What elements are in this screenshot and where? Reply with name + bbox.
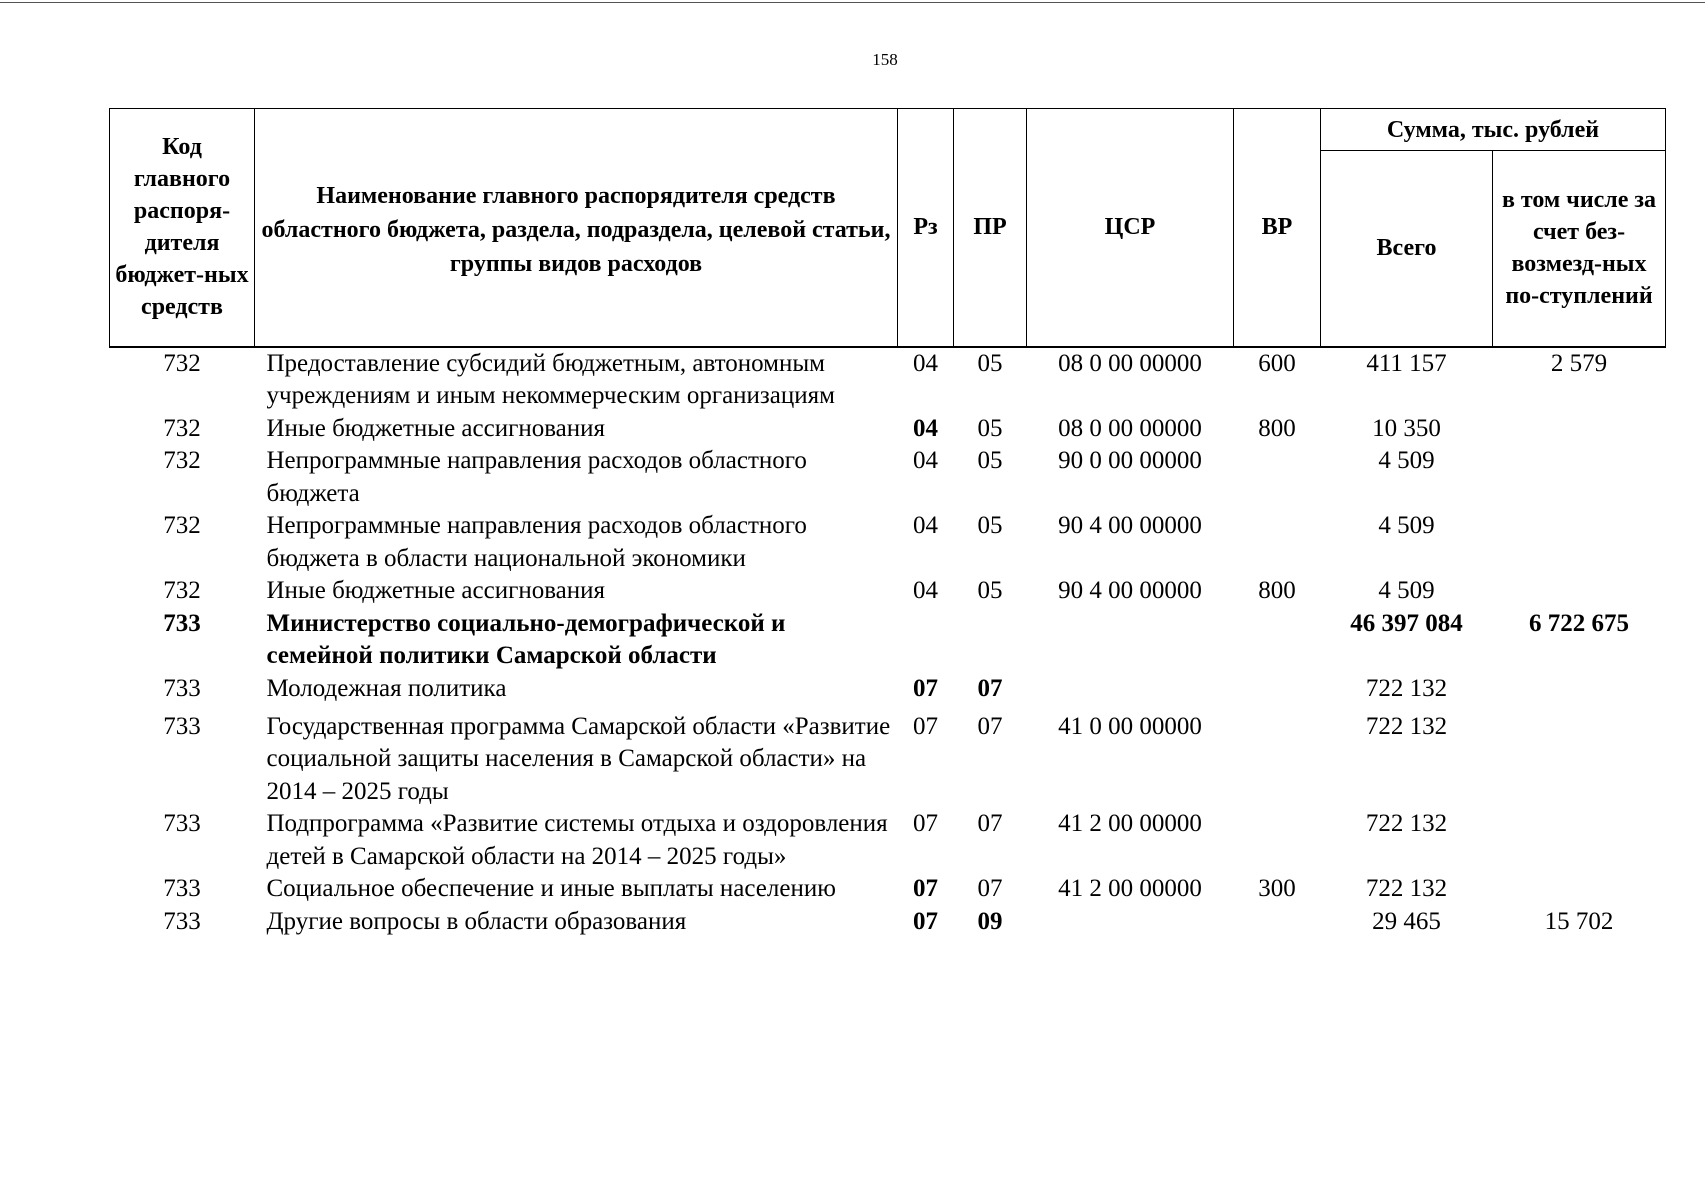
cell-pr: 09 xyxy=(977,907,1003,935)
cell-pr: 07 xyxy=(977,674,1003,702)
table-row-ministry xyxy=(110,608,1666,673)
cell-csr xyxy=(1027,673,1234,711)
cell-gratuitous xyxy=(1493,445,1666,510)
top-rule xyxy=(0,2,1705,3)
cell-vr xyxy=(1234,608,1321,673)
cell-name: Непрограммные направления расходов областного бюджета в области национальной экономики xyxy=(266,512,807,572)
cell-total: 4 509 xyxy=(1378,512,1435,539)
cell-pr: 05 xyxy=(977,414,1003,442)
cell-total: 722 132 xyxy=(1365,712,1448,740)
cell-gratuitous xyxy=(1493,673,1666,711)
header-vr: ВР xyxy=(1234,109,1321,347)
header-code: Код главного распоря-дителя бюджет-ных средств xyxy=(110,109,255,347)
cell-total: 722 132 xyxy=(1365,674,1448,702)
cell-name: Государственная программа Самарской области «Развитие социальной защиты населения в Самарской области» на 2014 – 2025 годы xyxy=(266,712,891,805)
cell-total: 411 157 xyxy=(1366,349,1447,377)
cell-code: 733 xyxy=(163,875,201,902)
header-sum: Сумма, тыс. рублей xyxy=(1321,109,1666,151)
cell-gratuitous xyxy=(1493,510,1666,575)
cell-code: 733 xyxy=(163,907,201,935)
cell-code: 732 xyxy=(163,349,201,377)
cell-name: Другие вопросы в области образования xyxy=(266,907,687,935)
cell-name: Министерство социально-демографической и семейной политики Самарской области xyxy=(266,609,786,669)
table-row xyxy=(110,510,1666,575)
cell-code: 732 xyxy=(163,512,201,539)
cell-total: 4 509 xyxy=(1378,447,1435,474)
cell-vr xyxy=(1234,445,1321,510)
cell-pr: 05 xyxy=(977,577,1003,604)
cell-vr xyxy=(1234,711,1321,809)
cell-code: 732 xyxy=(163,577,201,604)
cell-vr xyxy=(1234,510,1321,575)
cell-vr xyxy=(1234,673,1321,711)
cell-rz: 04 xyxy=(913,447,938,474)
cell-pr: 05 xyxy=(977,349,1003,377)
cell-csr: 90 4 00 00000 xyxy=(1058,577,1202,604)
cell-pr: 07 xyxy=(977,875,1003,902)
cell-rz: 07 xyxy=(913,810,938,837)
header-rz: Рз xyxy=(898,109,954,347)
cell-name: Молодежная политика xyxy=(266,674,507,702)
cell-pr xyxy=(954,608,1027,673)
cell-vr xyxy=(1234,808,1321,873)
cell-pr: 05 xyxy=(977,512,1003,539)
table-row xyxy=(110,808,1666,873)
cell-gratuitous xyxy=(1493,873,1666,906)
cell-name: Подпрограмма «Развитие системы отдыха и оздоровления детей в Самарской области на 2014 – 2025 годы» xyxy=(266,810,888,870)
cell-gratuitous: 2 579 xyxy=(1550,349,1608,377)
cell-vr xyxy=(1234,906,1321,939)
cell-total: 10 350 xyxy=(1372,414,1441,442)
cell-code: 733 xyxy=(163,712,201,740)
cell-name: Иные бюджетные ассигнования xyxy=(266,414,606,442)
cell-code: 732 xyxy=(163,414,201,442)
cell-rz: 07 xyxy=(913,875,938,902)
cell-csr: 41 2 00 00000 xyxy=(1058,810,1202,837)
cell-csr xyxy=(1027,906,1234,939)
cell-gratuitous: 6 722 675 xyxy=(1529,609,1629,637)
cell-csr: 41 0 00 00000 xyxy=(1058,712,1202,740)
table-header xyxy=(110,109,1666,347)
table-row xyxy=(110,575,1666,608)
page-number: 158 xyxy=(872,50,898,69)
cell-rz: 07 xyxy=(913,907,938,935)
header-gratuitous: в том числе за счет без-возмезд-ных по-ступлений xyxy=(1493,151,1666,347)
cell-csr: 90 0 00 00000 xyxy=(1058,447,1202,474)
cell-vr: 800 xyxy=(1258,577,1296,604)
table-row xyxy=(110,873,1666,906)
cell-rz: 07 xyxy=(913,712,938,740)
header-csr: ЦСР xyxy=(1027,109,1234,347)
cell-rz: 04 xyxy=(913,577,938,604)
cell-total: 722 132 xyxy=(1365,810,1448,837)
cell-gratuitous: 15 702 xyxy=(1544,907,1614,935)
cell-csr: 41 2 00 00000 xyxy=(1058,875,1202,902)
cell-csr: 08 0 00 00000 xyxy=(1058,349,1202,377)
cell-csr: 90 4 00 00000 xyxy=(1058,512,1202,539)
header-pr: ПР xyxy=(954,109,1027,347)
cell-vr: 300 xyxy=(1258,875,1296,902)
cell-name: Социальное обеспечение и иные выплаты населению xyxy=(266,875,836,902)
cell-gratuitous xyxy=(1493,808,1666,873)
table-row xyxy=(110,711,1666,809)
cell-code: 732 xyxy=(163,447,201,474)
cell-vr: 800 xyxy=(1258,414,1296,442)
cell-csr: 08 0 00 00000 xyxy=(1058,414,1202,442)
table-body xyxy=(110,347,1666,939)
header-name: Наименование главного распорядителя средств областного бюджета, раздела, подраздела, целевой статьи, группы видов расходов xyxy=(255,109,898,347)
cell-total: 29 465 xyxy=(1372,907,1441,935)
cell-csr xyxy=(1027,608,1234,673)
cell-name: Иные бюджетные ассигнования xyxy=(266,577,606,604)
cell-gratuitous xyxy=(1493,413,1666,446)
cell-rz: 04 xyxy=(913,349,938,377)
cell-vr: 600 xyxy=(1258,349,1296,377)
cell-code: 733 xyxy=(163,609,201,637)
cell-pr: 07 xyxy=(977,712,1003,740)
cell-total: 4 509 xyxy=(1378,577,1435,604)
cell-code: 733 xyxy=(163,810,201,837)
table-row xyxy=(110,413,1666,446)
table-row xyxy=(110,445,1666,510)
cell-rz: 04 xyxy=(913,512,938,539)
cell-gratuitous xyxy=(1493,711,1666,809)
cell-name: Непрограммные направления расходов областного бюджета xyxy=(266,447,807,507)
table-row xyxy=(110,906,1666,939)
cell-gratuitous xyxy=(1493,575,1666,608)
budget-table xyxy=(109,108,1666,938)
cell-name: Предоставление субсидий бюджетным, автономным учреждениям и иным некоммерческим организациям xyxy=(266,349,835,409)
cell-code: 733 xyxy=(163,674,201,702)
cell-rz: 04 xyxy=(913,414,938,442)
cell-pr: 05 xyxy=(977,447,1003,474)
cell-total: 46 397 084 xyxy=(1350,609,1463,637)
cell-pr: 07 xyxy=(977,810,1003,837)
cell-total: 722 132 xyxy=(1365,875,1448,902)
header-total: Всего xyxy=(1321,151,1493,347)
table-row xyxy=(110,673,1666,711)
cell-rz: 07 xyxy=(913,674,938,702)
cell-rz xyxy=(898,608,954,673)
table-row xyxy=(110,348,1666,413)
